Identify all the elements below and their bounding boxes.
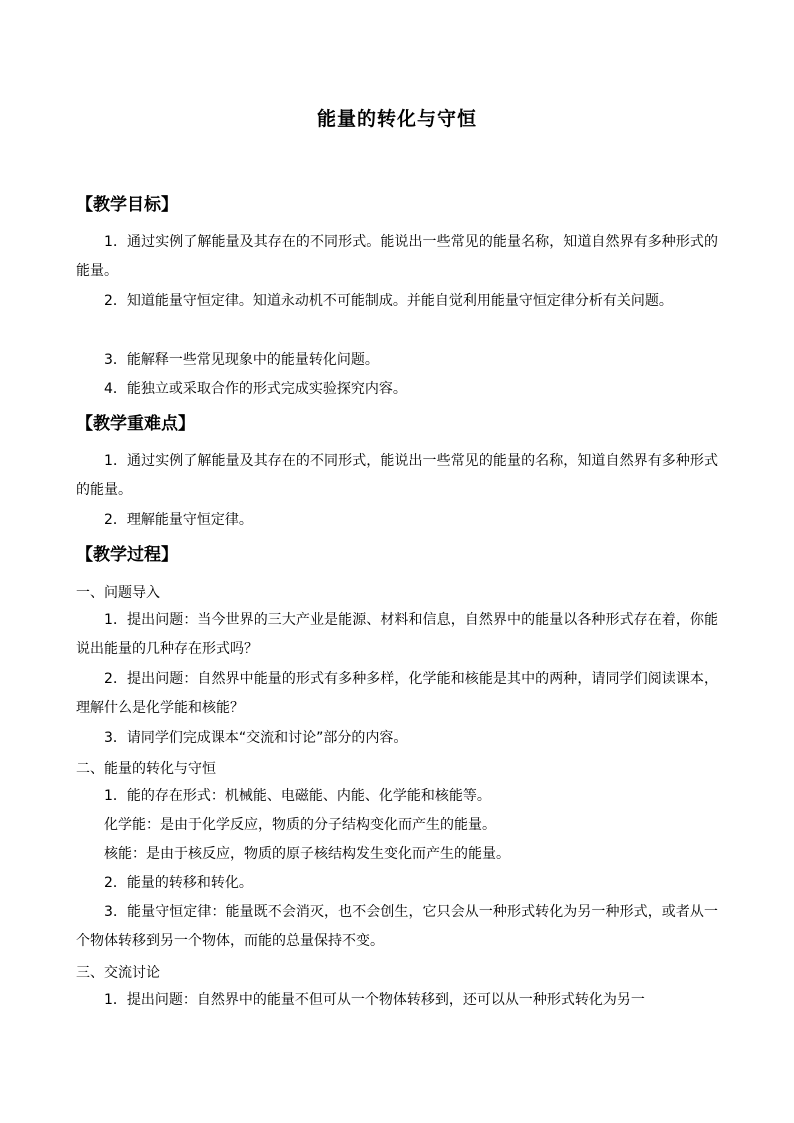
part2-item-1: 1．能的存在形式：机械能、电磁能、内能、化学能和核能等。	[104, 788, 491, 804]
part1-item-3: 3．请同学们完成课本“交流和讨论”部分的内容。	[104, 730, 408, 746]
goal-item-4: 4．能独立或采取合作的形式完成实验探究内容。	[104, 381, 407, 397]
process-part2-heading: 二、能量的转化与守恒	[76, 761, 216, 777]
key-point-item-1: 1．通过实例了解能量及其存在的不同形式，能说出一些常见的能量的名称，知道自然界有多种形式的能量。	[76, 453, 718, 498]
part2-item-2: 化学能：是由于化学反应，物质的分子结构变化而产生的能量。	[104, 817, 496, 833]
part3-item-1: 1．提出问题：自然界中的能量不但可从一个物体转移到，还可以从一种形式转化为另一	[104, 992, 645, 1008]
section-heading-key-points: 【教学重难点】	[76, 414, 195, 434]
goal-item-2: 2．知道能量守恒定律。知道永动机不可能制成。并能自觉利用能量守恒定律分析有关问题。	[104, 293, 673, 309]
part1-item-1: 1．提出问题：当今世界的三大产业是能源、材料和信息，自然界中的能量以各种形式存在着，你能说出能量的几种存在形式吗？	[76, 612, 718, 657]
goal-item-3: 3．能解释一些常见现象中的能量转化问题。	[104, 352, 379, 368]
part2-item-4: 2．能量的转移和转化。	[104, 875, 253, 891]
part1-item-2: 2．提出问题：自然界中能量的形式有多种多样，化学能和核能是其中的两种，请同学们阅读课本，理解什么是化学能和核能？	[76, 671, 718, 716]
document-title: 能量的转化与守恒	[316, 108, 477, 130]
process-part3-heading: 三、交流讨论	[76, 965, 160, 981]
process-part1-heading: 一、问题导入	[76, 585, 160, 601]
part2-item-5: 3．能量守恒定律：能量既不会消灭，也不会创生，它只会从一种形式转化为另一种形式，或者从一个物体转移到另一个物体，而能的总量保持不变。	[76, 904, 718, 949]
part2-item-3: 核能：是由于核反应，物质的原子核结构发生变化而产生的能量。	[104, 846, 510, 862]
section-heading-process: 【教学过程】	[76, 545, 178, 565]
section-heading-goals: 【教学目标】	[76, 195, 178, 215]
goal-item-1: 1．通过实例了解能量及其存在的不同形式。能说出一些常见的能量名称，知道自然界有多种形式的能量。	[76, 234, 718, 279]
key-point-item-2: 2．理解能量守恒定律。	[104, 512, 253, 528]
